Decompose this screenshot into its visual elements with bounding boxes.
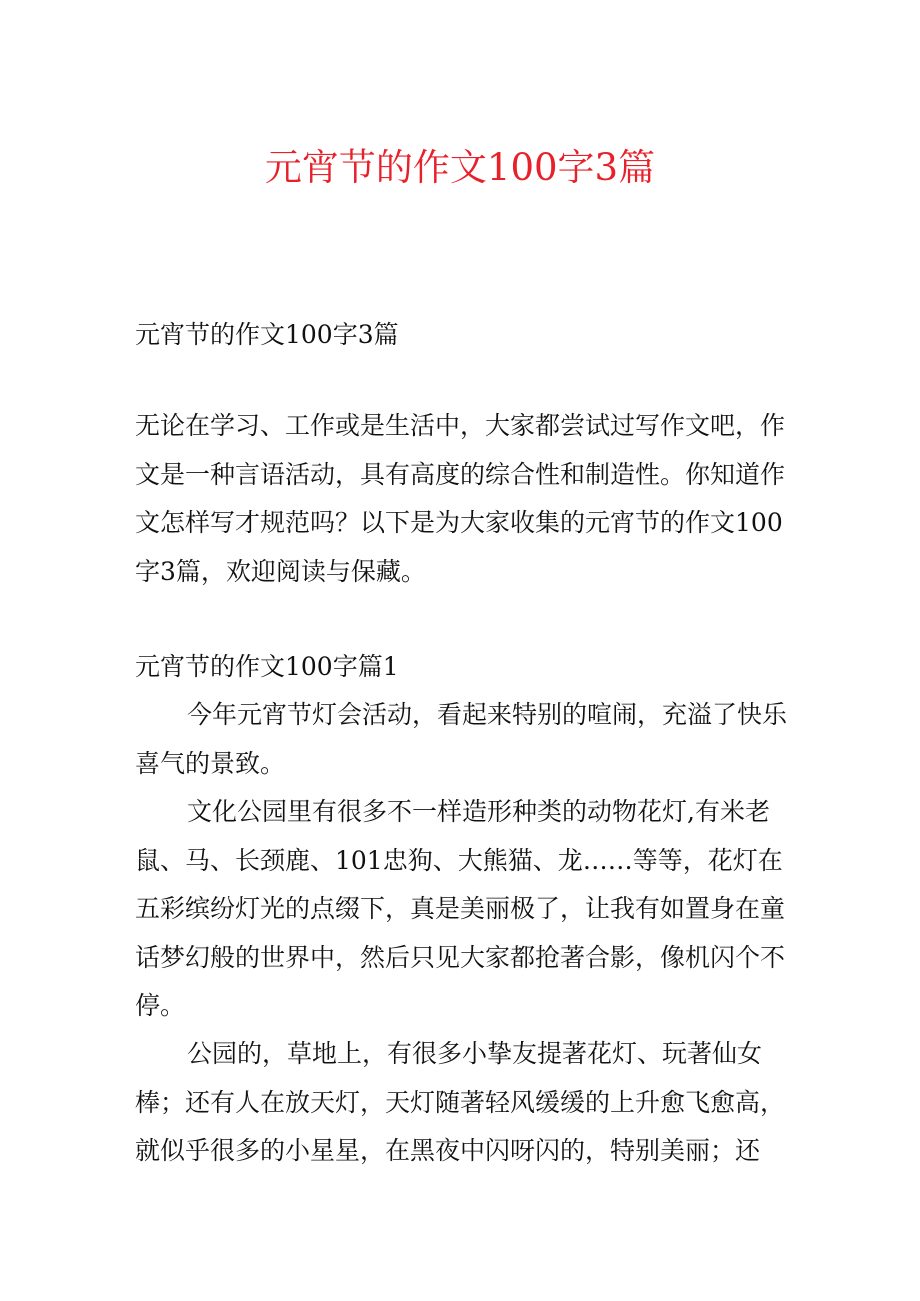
document-title: 元宵节的作文100字3篇 xyxy=(264,146,656,189)
essay-paragraph-2: 文化公园里有很多不一样造形种类的动物花灯,有米老鼠、马、长颈鹿、101忠狗、大熊猫、龙……等等，花灯在五彩缤纷灯光的点缀下，真是美丽极了，让我有如置身在童话梦幻般的世界中，然后只见大家都抢著合影，像机闪个不停。 xyxy=(135,797,786,1020)
document-subtitle: 元宵节的作文100字3篇 xyxy=(135,320,399,349)
intro-paragraph: 无论在学习、工作或是生活中，大家都尝试过写作文吧，作文是一种言语活动，具有高度的综合性和制造性。你知道作文怎样写才规范吗？以下是为大家收集的元宵节的作文100字3篇，欢迎阅读与保藏。 xyxy=(135,411,786,586)
essay-paragraph-3: 公园的，草地上，有很多小挚友提著花灯、玩著仙女棒；还有人在放天灯，天灯随著轻风缓缓的上升愈飞愈高，就似乎很多的小星星，在黑夜中闪呀闪的，特别美丽；还 xyxy=(135,1039,786,1165)
essay-paragraph-1: 今年元宵节灯会活动，看起来特别的喧闹，充溢了快乐喜气的景致。 xyxy=(135,700,788,778)
section-heading: 元宵节的作文100字篇1 xyxy=(135,652,399,681)
